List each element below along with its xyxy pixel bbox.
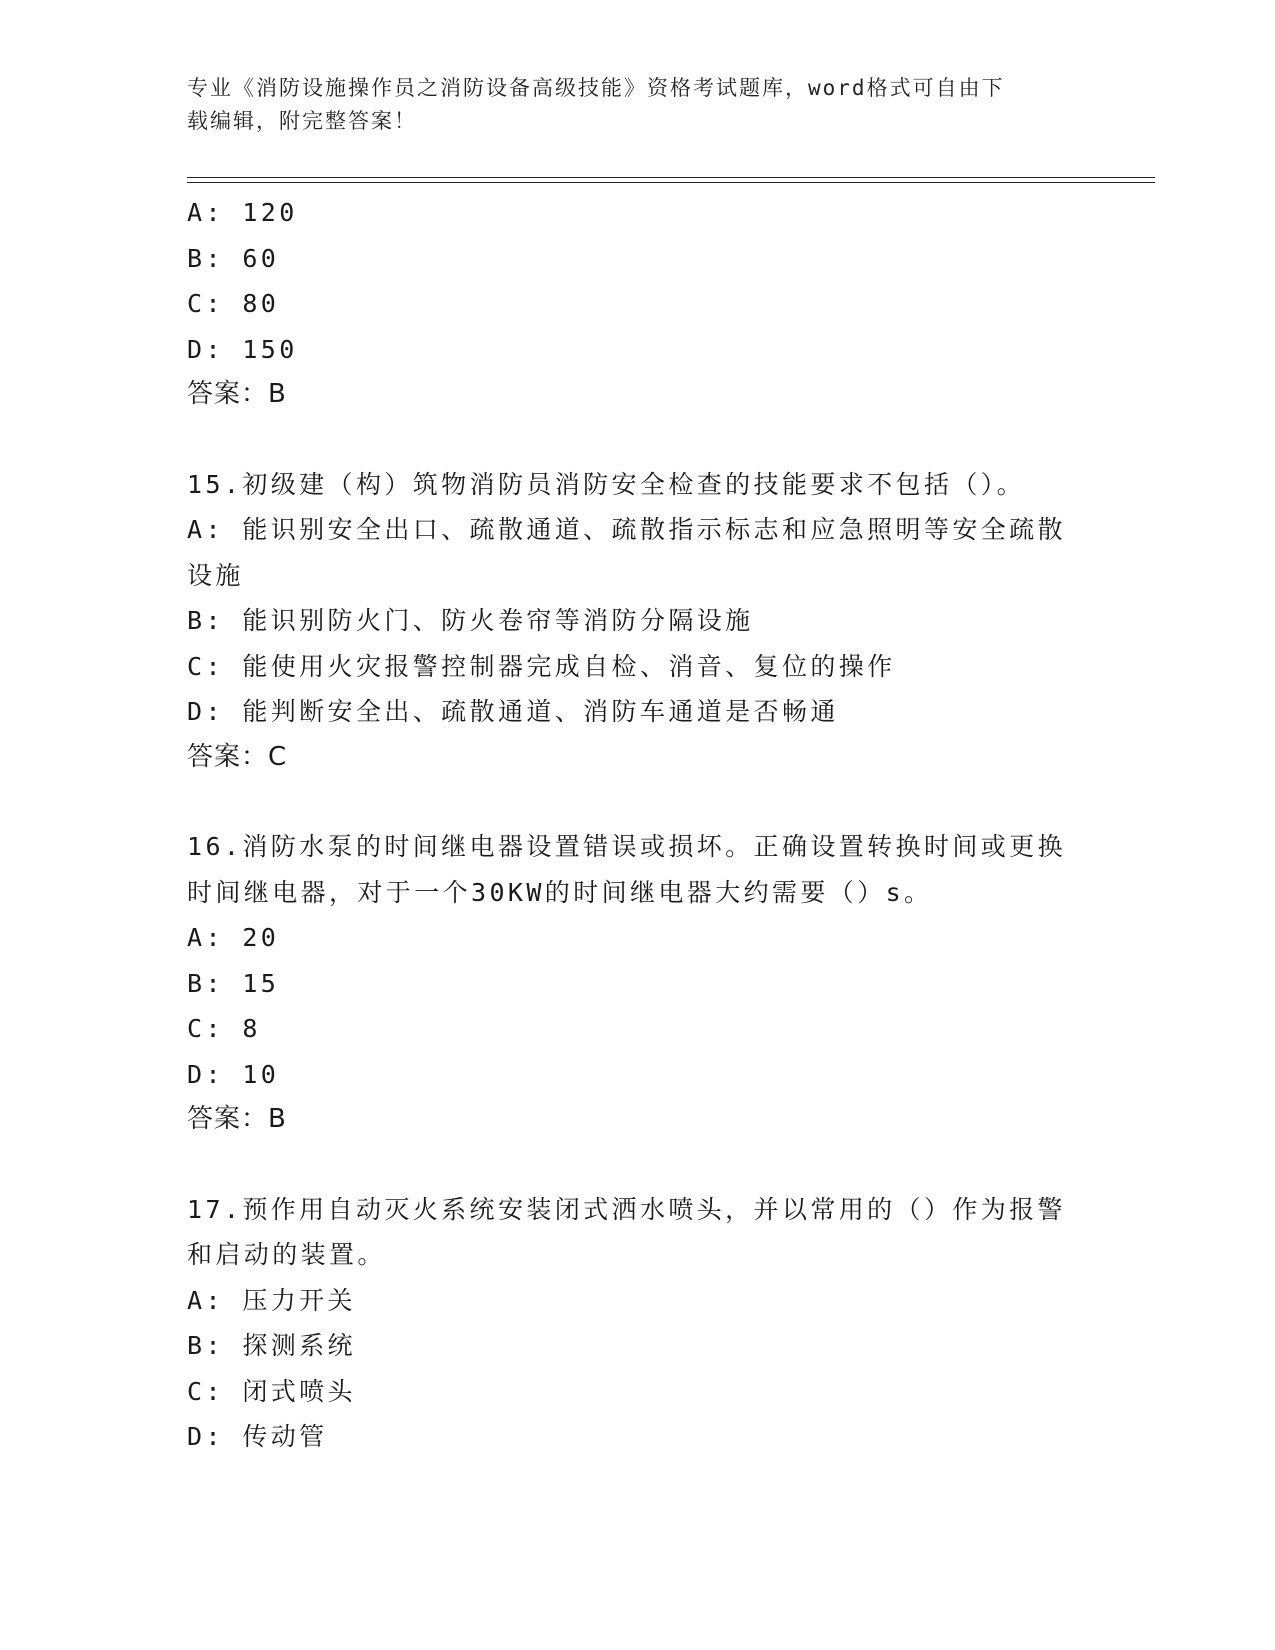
- option-c: C: 80: [187, 289, 280, 318]
- question-17: [187, 1187, 1087, 1460]
- question-15: [187, 462, 1087, 781]
- option-a: A: 压力开关: [187, 1285, 356, 1315]
- question-stem-continued: 时间继电器，对于一个30KW的时间继电器大约需要（）s。: [187, 877, 933, 907]
- question-16: [187, 824, 1087, 1143]
- option-a: A: 20: [187, 923, 280, 952]
- header-line-2: 载编辑，附完整答案！: [187, 109, 417, 133]
- option-a: A: 能识别安全出口、疏散通道、疏散指示标志和应急照明等安全疏散: [187, 515, 1066, 544]
- answer: 答案：B: [187, 1104, 287, 1134]
- question-14-options: [187, 190, 1087, 418]
- answer: 答案：B: [187, 379, 287, 409]
- answer: 答案：C: [187, 741, 288, 772]
- option-c: C: 8: [187, 1014, 261, 1043]
- option-a: A: 120: [187, 198, 298, 227]
- option-b: B: 能识别防火门、防火卷帘等消防分隔设施: [187, 606, 754, 635]
- question-stem: 16.消防水泵的时间继电器设置错误或损坏。正确设置转换时间或更换: [187, 832, 1066, 861]
- option-b: B: 60: [187, 243, 280, 273]
- question-stem-continued: 和启动的装置。: [187, 1240, 386, 1269]
- option-d: D: 150: [187, 334, 298, 364]
- option-d: D: 能判断安全出、疏散通道、消防车通道是否畅通: [187, 697, 839, 726]
- option-c: C: 能使用火灾报警控制器完成自检、消音、复位的操作: [187, 651, 896, 681]
- spacer: [187, 780, 1087, 824]
- option-b: B: 探测系统: [187, 1331, 356, 1360]
- question-stem: 17.预作用自动灭火系统安装闭式洒水喷头，并以常用的（）作为报警: [187, 1194, 1066, 1224]
- header-line-1: 专业《消防设施操作员之消防设备高级技能》资格考试题库，word格式可自由下: [187, 76, 1005, 100]
- question-list: [187, 190, 1087, 1460]
- spacer: [187, 418, 1087, 462]
- option-d: D: 10: [187, 1059, 280, 1089]
- document-header: [187, 72, 1067, 138]
- header-divider-top: [187, 177, 1155, 178]
- option-a-continued: 设施: [187, 560, 244, 590]
- question-stem: 15.初级建（构）筑物消防员消防安全检查的技能要求不包括（）。: [187, 469, 1026, 499]
- option-c: C: 闭式喷头: [187, 1376, 356, 1406]
- option-b: B: 15: [187, 968, 280, 998]
- header-divider-bottom: [187, 182, 1155, 183]
- spacer: [187, 1143, 1087, 1187]
- option-d: D: 传动管: [187, 1422, 328, 1451]
